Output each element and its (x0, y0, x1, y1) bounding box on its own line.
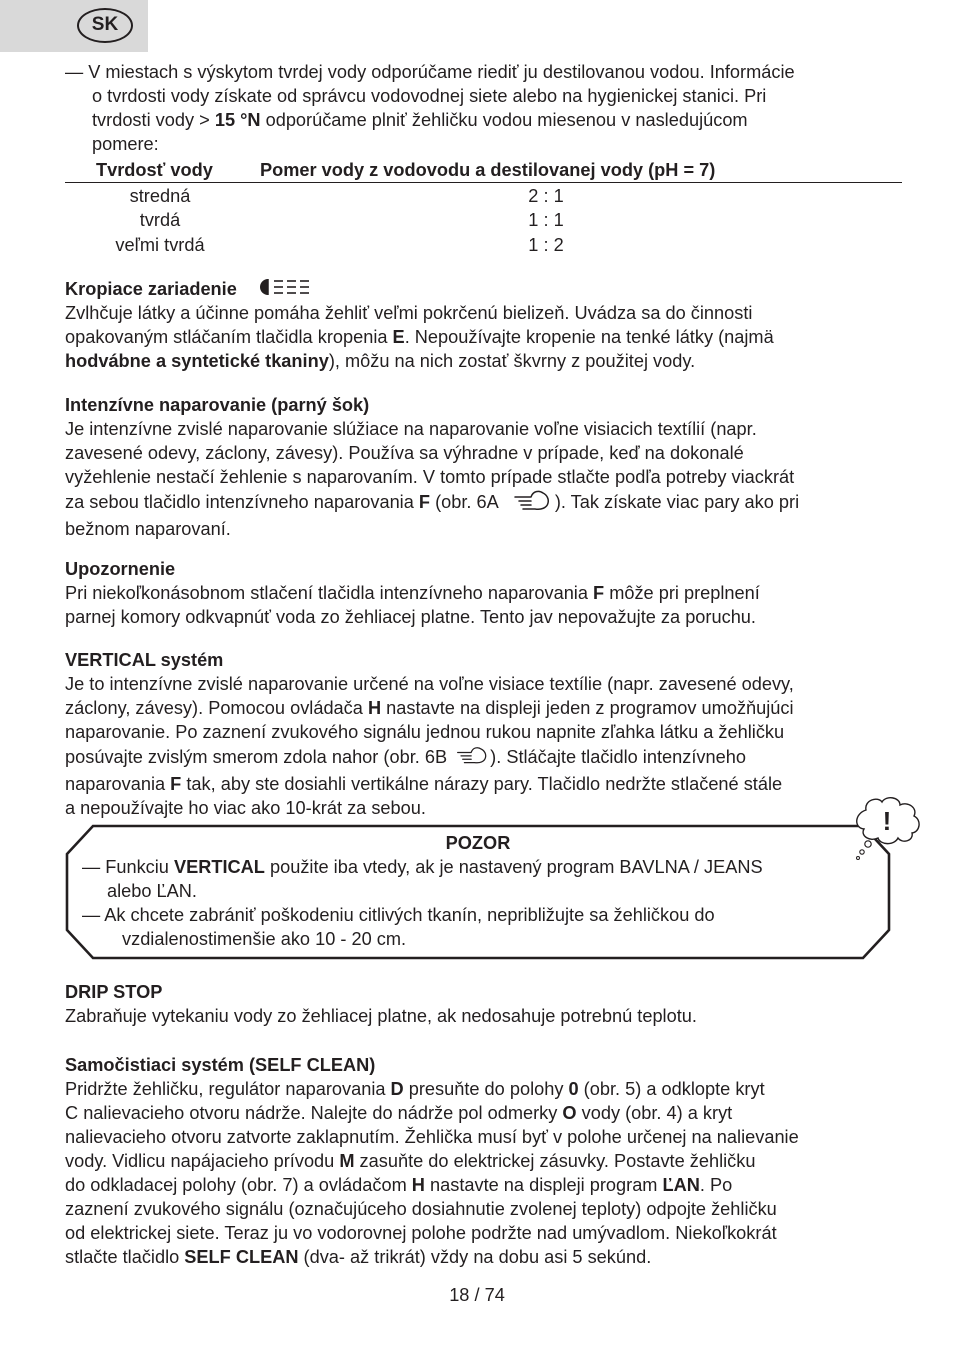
table-row-hardness: veľmi tvrdá (115, 235, 205, 255)
language-badge: SK (77, 8, 133, 43)
section-title-notice: Upozornenie (65, 559, 176, 579)
section-title-vertical: VERTICAL systém (65, 650, 224, 670)
table-header-hardness: Tvrdosť vody (96, 160, 213, 180)
table-row-ratio: 1 : 2 (528, 235, 564, 255)
intro-paragraph: — V miestach s výskytom tvrdej vody odporúčame riediť ju destilovanou vodou. Informácie o tvrdosti vody získate od správcu vodovodnej siete alebo na hygienickej stanici. Pri tvrdosti vody > 15 °N odporúčame plniť žehličku vodou miesenou v nasledujúcom pomere: (65, 62, 795, 154)
table-row-hardness: stredná (129, 186, 191, 206)
steam-shot-paragraph: Je intenzívne zvislé naparovanie slúžiace na naparovanie voľne visiacich textílií (napr. zavesené odevy, záclony, závesy). Používa sa výhradne v prípade, keď na dokonalé vyžehlenie nestačí žehlenie s naparovaním. V tomto prípade stlačte podľa potreby viackrát za sebou tlačidlo intenzívneho naparovania F (obr. 6A ). Tak získate viac pary ako pri bežnom naparovaní. (65, 419, 800, 539)
table-row-hardness: tvrdá (139, 210, 181, 230)
language-tab (0, 0, 148, 52)
table-rule (65, 182, 902, 183)
cloud-exclamation-mark: ! (882, 806, 892, 836)
warning-item: — Funkciu VERTICAL použite iba vtedy, ak je nastavený program BAVLNA / JEANS (82, 857, 763, 877)
pointing-hand-icon (456, 744, 488, 772)
section-title-spray: Kropiace zariadenie (65, 277, 314, 303)
table-row-ratio: 1 : 1 (528, 210, 564, 230)
spray-icon (260, 277, 314, 303)
spray-paragraph: Zvlhčuje látky a účinne pomáha žehliť veľmi pokrčenú bielizeň. Uvádza sa do činnosti opakovaným stláčaním tlačidla kropenia E. Nepoužívajte kropenie na tenké látky (najmä hodvábne a syntetické tkaniny), môžu na nich zostať škvrny z použitej vody. (65, 303, 774, 371)
pointing-hand-icon (513, 489, 551, 517)
section-title-steam-shot: Intenzívne naparovanie (parný šok) (65, 395, 370, 415)
warning-box (65, 824, 891, 960)
table-header-ratio: Pomer vody z vodovodu a destilovanej vody (pH = 7) (260, 160, 716, 180)
page-number: 18 / 74 (449, 1285, 505, 1305)
section-title-drip-stop: DRIP STOP (65, 982, 163, 1002)
self-clean-paragraph: Pridržte žehličku, regulátor naparovania D presuňte do polohy 0 (obr. 5) a odklopte kryt C nalievacieho otvoru nádrže. Nalejte do nádrže pol odmerky O vody (obr. 4) a kryt nalievacieho otvoru zatvorte zaklapnutím. Žehlička musí byť v polohe určenej na nalievanie vody. Vidlicu napájacieho prívodu M zasuňte do elektrickej zásuvky. Postavte žehličku do odkladacej polohy (obr. 7) a ovládačom H nastavte na displeji program ĽAN. Po zaznení zvukového signálu (označujúceho dosiahnutie zvolenej teploty) odpojte žehličku od elektrickej siete. Teraz ju vo vodorovnej polohe podržte nad umývadlom. Niekoľkokrát stlačte tlačidlo SELF CLEAN (dva- až trikrát) vždy na dobu asi 5 sekúnd. (65, 1079, 799, 1267)
drip-stop-paragraph: Zabraňuje vytekaniu vody zo žehliacej platne, ak nedosahuje potrebnú teplotu. (65, 1006, 697, 1026)
warning-item: — Ak chcete zabrániť poškodeniu citlivých tkanín, nepribližujte sa žehličkou do (82, 905, 715, 925)
warning-item-continuation: alebo ĽAN. (107, 881, 197, 901)
table-row-ratio: 2 : 1 (528, 186, 564, 206)
vertical-paragraph: Je to intenzívne zvislé naparovanie určené na voľne visiace textílie (napr. zavesené odevy, záclony, závesy). Pomocou ovládača H nastavte na displeji jeden z programov umožňujúci naparovanie. Po zaznení zvukového signálu jednou rukou napnite zľahka látku a žehličku posúvajte zvislým smerom zdola nahor (obr. 6B ). Stláčajte tlačidlo intenzívneho naparovania F tak, aby ste dosiahli vertikálne nárazy pary. Tlačidlo nedržte stlačené stále a nepoužívajte ho viac ako 10-krát za sebou. (65, 674, 794, 818)
section-title-self-clean: Samočistiaci systém (SELF CLEAN) (65, 1055, 376, 1075)
exclamation-cloud-icon (850, 796, 924, 868)
warning-item-continuation: vzdialenostimenšie ako 10 - 20 cm. (122, 929, 407, 949)
warning-title: POZOR (445, 833, 511, 853)
notice-paragraph: Pri niekoľkonásobnom stlačení tlačidla intenzívneho naparovania F môže pri preplnení parnej komory odkvapnúť voda zo žehliacej platne. Tento jav nepovažujte za poruchu. (65, 583, 760, 627)
